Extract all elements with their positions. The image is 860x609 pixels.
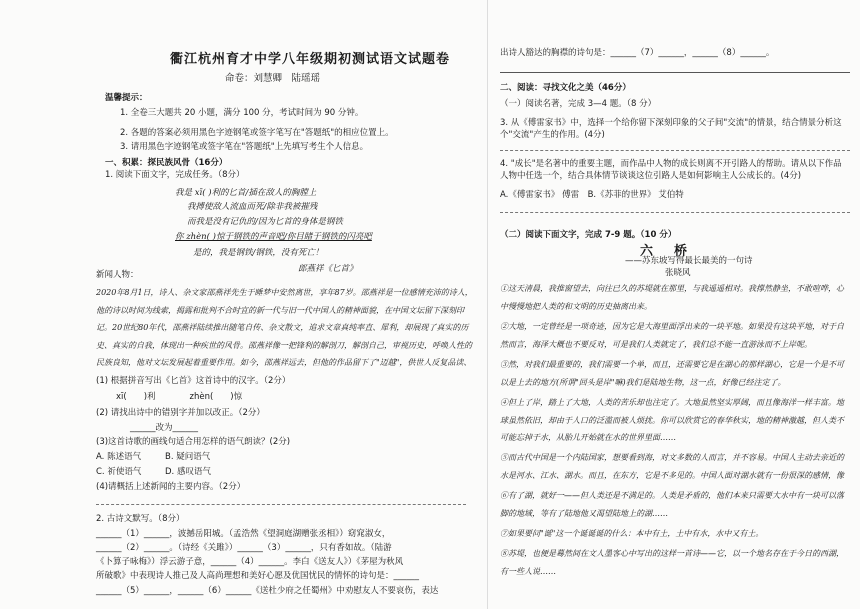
q2-line-3: 《卜算子咏梅》）浮云游子意，______（4）______。李白《送友人》）《茅屋为秋风	[96, 557, 404, 567]
essay-paragraph-5: ⑤而古代中国是一个内陆国家，想要看到海，对文多数的人而言，并不容易。中国人主动去亲近的水是河水、江水、湖水。而且，在东方，它是不多见的。中国人面对湖水就有一份很深的感情，像	[500, 453, 844, 480]
essay-subtitle: ——苏东坡写得最长最美的一句诗	[625, 256, 753, 266]
q1-1: (1) 根据拼音写出《匕首》这首诗中的汉字。（2分）	[96, 376, 291, 386]
poem-line-4-underlined: 你 zhèn( )惊于钢铁的声音吧/你目睹于钢铁的闪亮吧	[175, 232, 372, 242]
q1-3-option-a[interactable]: A. 陈述语气	[96, 452, 142, 462]
answer-line[interactable]	[500, 212, 850, 213]
part-2-heading: （二）阅读下面文字，完成 7-9 题。（10 分）	[500, 230, 677, 240]
q1-3-option-b[interactable]: B. 疑问语气	[165, 452, 211, 462]
essay-paragraph-4: ④但上了岸，踏上了大地，人类的苦乐却也注定了。大地虽然坚实厚阔，而且像海洋一样丰富。地球虽然依旧，却由于人口的泛滥而被人烦扰。你可以欣赏它的春华秋实，地的精神激越，但人类不可能忘掉于水，从胎儿开始就在水的世界里面……	[500, 398, 844, 442]
notice-2: 2. 各题的答案必须用黑色字迹钢笔或签字笔写在"答题纸"的相应位置上。	[120, 128, 394, 138]
essay-paragraph-1: ①这天清晨，我推窗望去，向往已久的苏堤就在那里，与我遥遥相对。我撑然静坐，不敢喧哗，心中慢慢地把人类的和文明的历史抽离出来。	[500, 284, 844, 311]
notice-heading: 温馨提示：	[105, 93, 148, 103]
divider-line	[500, 72, 850, 73]
notice-1: 1. 全卷三大题共 20 小题，满分 100 分，考试时间为 90 分钟。	[120, 108, 364, 118]
q1-3-option-d[interactable]: D. 感叹语气	[165, 467, 211, 477]
essay-paragraph-6: ⑥有了湖，就好一——但人类还是不满足的。人类是矛盾的，他们本来只需要大水中有一块可以落脚的地域，等有了陆地他又渴望陆地上的湖……	[500, 491, 844, 518]
poem-line-1: 我是 xī( )利的匕首/插在敌人的胸膛上	[175, 188, 317, 198]
part-1-heading: （一）阅读名著，完成 3—4 题。（8 分）	[500, 99, 657, 109]
q1-1-blanks: xī( )利 zhèn( )惊	[116, 392, 243, 402]
answer-line[interactable]	[500, 150, 850, 151]
right-column	[490, 0, 860, 609]
section-1-heading: 一、积累：探民族风骨（16分）	[105, 158, 228, 168]
essay-paragraph-8: ⑧苏堤，也便是蓦然间在文人墨客心中写出的这样一首诗——它，以一个地名存在于今日的西湖，有一些人说……	[500, 549, 844, 576]
essay-paragraph-3: ③然，对我们最重要的，我们需要一个单，而且，还需要它是在湖心的那样湖心，它是一个是不可以是上去的地方(所谓"回头是岸"嘛)我们是陆地生物，这一点，好像已经注定了。	[500, 360, 844, 387]
essay-author: 张晓风	[665, 268, 691, 278]
poem-line-5: 是的，我是钢铁/钢铁，没有死亡！	[193, 248, 324, 258]
q4-options: A.《傅雷家书》 傅雷 B.《苏菲的世界》 艾伯特	[500, 190, 684, 200]
q1-2-blank[interactable]: ______改为______	[130, 423, 199, 433]
essay-title: 六 桥	[640, 244, 692, 259]
q1-intro: 1. 阅读下面文字，完成任务。（8分）	[105, 170, 245, 180]
q3-text: 3. 从《傅雷家书》中，选择一个给你留下深刻印象的父子间"交流"的情景，结合情景分析这个"交流"产生的作用。(4分)	[500, 118, 842, 140]
news-label: 新闻人物：	[96, 270, 139, 280]
poem-source: 郎燕祥《匕首》	[298, 264, 358, 274]
q2-line-5: ______（5）______，______（6）______《送杜少府之任蜀州》中劝慰友人不要哀伤，表达	[96, 586, 439, 596]
poem-line-3: 而我是没有记仇的/因为匕首的身体是钢铁	[187, 217, 343, 227]
essay-paragraph-7: ⑦如果要问"诞"这一个诞诞诞的什么：本中有土，土中有水，水中又有土。	[500, 529, 764, 538]
q1-3: (3)这首诗歌的画线句适合用怎样的语气朗读？(2分)	[96, 437, 291, 447]
q4-text: 4. "成长"是名著中的重要主题，而作品中人物的成长则离不开引路人的帮助。请从以下作品人物中任选一个，结合具体情节谈谈这位引路人是如何影响主人公成长的。(4分)	[500, 159, 842, 181]
exam-title: 衢江杭州育才中学八年级期初测试语文试题卷	[170, 52, 451, 67]
exam-authors: 命卷：刘慧卿 陆瑶瑶	[225, 73, 321, 84]
essay-paragraph-2: ②大地，一定曾经是一项奇迹，因为它是大海里面浮出来的一块平地。如果没有这块平地，对于自然而言，海泽大概也不要反对，可是我们人类就定了，我们总不能一直游泳而不上岸呢。	[500, 322, 844, 349]
news-text: 2020年8月1日，诗人、杂文家邵燕祥先生于睡梦中安然离世，享年87岁。邵燕祥是一位感情充沛的诗人，他的诗以时间为线索，揭露和批判不合时宜的新一代与旧一代中国人的精神面貌，在中国文坛留下深刻印记。20世纪80年代，邵燕祥陆续推出随笔自传、杂文散文，追求文章真纯率直、犀利，却展现了真实的历史、真实的自我，体现出一种疾世的风骨。邵燕祥像一把锋利的解剖刀，解剖自己，审视历史，呼唤人性的民族良知，他对文坛发展起着重要作用。如今，邵燕祥远去，但他的作品留下了"迈越"，供世人反复品读、	[96, 288, 473, 367]
q2-intro: 2. 古诗文默写。（8分）	[96, 514, 185, 524]
poem-line-2: 我搏使敌人流血而死/除非我被摧残	[187, 202, 318, 212]
q2-continuation: 出诗人豁达的胸襟的诗句是：______（7）______，______（8）______。	[500, 48, 775, 58]
column-divider	[487, 0, 488, 609]
q2-line-1: ______（1）______，波撼岳阳城。（孟浩然《望洞庭湖赠张丞相》）窈窕淑女，	[96, 529, 391, 539]
section-2-heading: 二、阅读：寻找文化之美（46分）	[500, 83, 631, 93]
q2-line-4: 所破歌》中表现诗人推己及人高尚理想和美好心愿及优国忧民的情怀的诗句是：______	[96, 571, 420, 581]
q1-4: (4)请概括上述新闻的主要内容。（2分）	[96, 482, 246, 492]
answer-line[interactable]	[96, 504, 466, 505]
q2-line-2: ______（2）______。（诗经《关雎》）______（3）______，只有香如故。（陆游	[96, 543, 392, 553]
notice-3: 3. 请用黑色字迹钢笔或签字笔在"答题纸"上先填写考生个人信息。	[120, 142, 369, 152]
q1-3-option-c[interactable]: C. 祈使语气	[96, 467, 142, 477]
q1-2: (2) 请找出诗中的错别字并加以改正。（2分）	[96, 408, 265, 418]
